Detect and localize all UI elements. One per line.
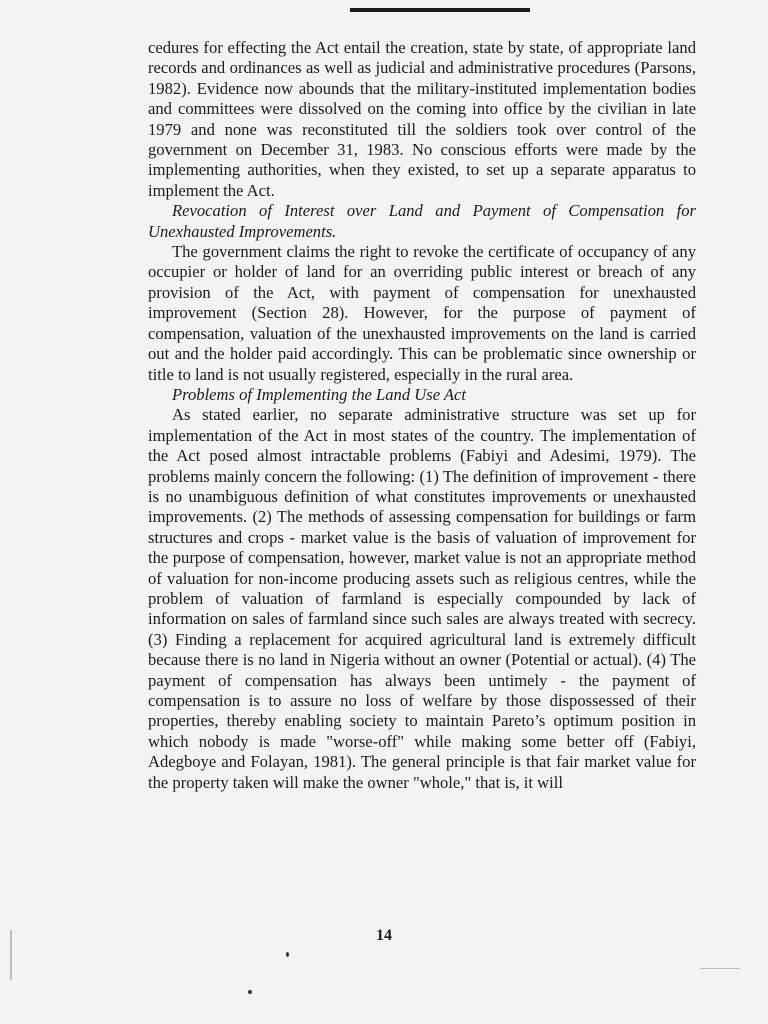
top-rule bbox=[350, 8, 530, 12]
paragraph-continued: cedures for effecting the Act entail the creation, state by state, of appropriate land records and ordinances as well as judicial and administrative procedures (Parsons, 1982). Evidence now abounds that the military-instituted implementation bodies and committees were dissolved on the coming into office by the civilian in late 1979 and none was reconstituted till the soldiers took over control of the government on December 31, 1983. No conscious efforts were made by the implementing authorities, when they existed, to set up a separate apparatus to implement the Act. bbox=[148, 38, 696, 200]
section-heading-problems: Problems of Implementing the Land Use Act bbox=[172, 384, 467, 404]
section-heading-revocation: Revocation of Interest over Land and Payment of Compensation for Unexhausted Improvements. bbox=[148, 201, 696, 241]
document-text bbox=[148, 38, 696, 793]
page-number: 14 bbox=[376, 927, 392, 944]
scan-speck bbox=[248, 990, 252, 994]
scan-edge-mark bbox=[700, 968, 740, 969]
paragraph-problems: As stated earlier, no separate administrative structure was set up for implementation of the Act in most states of the country. The implementation of the Act posed almost intractable problems (Fabiyi and Adesimi, 1979). The problems mainly concern the following: (1) The definition of improvement - there is no unambiguous definition of what constitutes improvements or unexhausted improvements. (2) The methods of assessing compensation for buildings or farm structures and crops - market value is the basis of valuation of improvement for the purpose of compensation, however, market value is not an appropriate method of valuation for non-income producing assets such as religious centres, while the problem of valuation of farmland is especially compounded by lack of information on sales of farmland since such sales are always treated with secrecy. (3) Finding a replacement for acquired agricultural land is extremely difficult because there is no land in Nigeria without an owner (Potential or actual). (4) The payment of compensation has always been untimely - the payment of compensation is to assure no loss of welfare by those dispossessed of their properties, thereby enabling society to maintain Pareto’s optimum position in which nobody is made "worse-off" while making some better off (Fabiyi, Adegboye and Folayan, 1981). The general principle is that fair market value for the property taken will make the owner "whole," that is, it will bbox=[148, 405, 696, 792]
paragraph-revocation: The government claims the right to revoke the certificate of occupancy of any occupier or holder of land for an overriding public interest or breach of any provision of the Act, with payment of compensation for unexhausted improvement (Section 28). However, for the purpose of payment of compensation, valuation of the unexhausted improvements on the land is carried out and the holder paid accordingly. This can be problematic since ownership or title to land is not usually registered, especially in the rural area. bbox=[148, 242, 696, 384]
scan-speck bbox=[286, 952, 289, 957]
